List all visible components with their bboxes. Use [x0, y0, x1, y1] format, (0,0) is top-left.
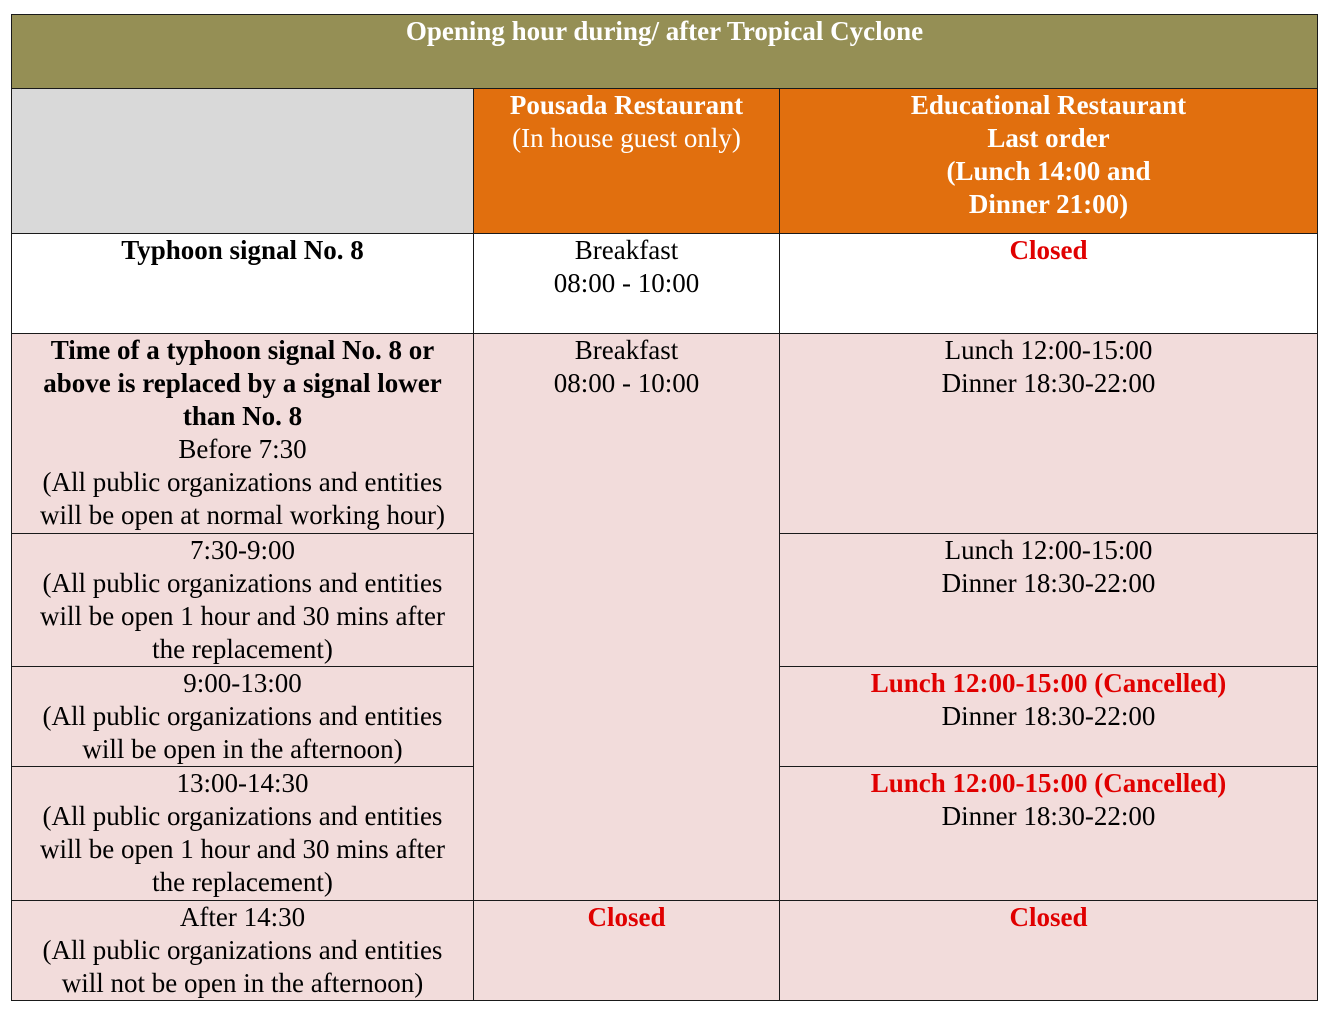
- pousada-cell: [474, 234, 780, 334]
- educational-name: Educational Restaurant: [910, 90, 1187, 120]
- condition-note-line: (All public organizations and entities: [42, 935, 443, 965]
- educational-dinner: Dinner 18:30-22:00: [941, 701, 1156, 731]
- page-title: Opening hour during/ after Tropical Cyclone: [12, 15, 1318, 89]
- opening-hours-table: [11, 14, 1318, 1001]
- condition-time: 7:30-9:00: [190, 535, 295, 565]
- condition-note-line: will be open at normal working hour): [40, 500, 445, 530]
- pousada-note: (In house guest only): [512, 123, 741, 153]
- condition-note-line: the replacement): [152, 867, 333, 897]
- condition-note-line: (All public organizations and entities: [42, 701, 443, 731]
- educational-cell: [780, 234, 1318, 334]
- header-row: [12, 89, 1318, 234]
- educational-lunch-cancelled: Lunch 12:00-15:00 (Cancelled): [870, 768, 1227, 798]
- condition-title-line: than No. 8: [182, 401, 303, 431]
- condition-cell: [12, 667, 474, 767]
- condition-note-line: will be open 1 hour and 30 mins after: [40, 601, 445, 631]
- educational-lunch-cancelled: Lunch 12:00-15:00 (Cancelled): [870, 668, 1227, 698]
- educational-cell: [780, 901, 1318, 1001]
- educational-lunch: Lunch 12:00-15:00: [944, 535, 1153, 565]
- educational-dinner: Dinner 18:30-22:00: [941, 568, 1156, 598]
- condition-cell: [12, 767, 474, 901]
- educational-cell: [780, 767, 1318, 901]
- header-blank-cell: [12, 89, 474, 234]
- condition-cell: [12, 901, 474, 1001]
- condition-time: 13:00-14:30: [176, 768, 309, 798]
- header-educational: [780, 89, 1318, 234]
- pousada-name: Pousada Restaurant: [509, 90, 744, 120]
- pousada-meal: Breakfast: [574, 335, 679, 365]
- condition-note-line: (All public organizations and entities: [42, 801, 443, 831]
- educational-last-order: Last order: [987, 123, 1110, 153]
- educational-dinner: Dinner 18:30-22:00: [941, 368, 1156, 398]
- condition-note-line: will not be open in the afternoon): [61, 968, 424, 998]
- condition-note-line: (All public organizations and entities: [42, 467, 443, 497]
- condition-title-line: Time of a typhoon signal No. 8 or: [50, 335, 435, 365]
- condition-time: Before 7:30: [178, 434, 307, 464]
- condition-note-line: (All public organizations and entities: [42, 568, 443, 598]
- pousada-time: 08:00 - 10:00: [553, 268, 700, 298]
- educational-status: Closed: [1009, 235, 1088, 265]
- educational-cell: [780, 667, 1318, 767]
- pousada-cell: [474, 901, 780, 1001]
- condition-cell: [12, 234, 474, 334]
- condition-label: Typhoon signal No. 8: [121, 235, 364, 265]
- pousada-status: Closed: [587, 902, 666, 932]
- educational-cell: [780, 334, 1318, 534]
- educational-cell: [780, 534, 1318, 667]
- educational-status: Closed: [1009, 902, 1088, 932]
- educational-dinner-last: Dinner 21:00): [968, 189, 1129, 219]
- header-pousada: [474, 89, 780, 234]
- table-row: [12, 334, 1318, 534]
- condition-title-line: above is replaced by a signal lower: [43, 368, 442, 398]
- pousada-time: 08:00 - 10:00: [553, 368, 700, 398]
- condition-time: After 14:30: [179, 902, 306, 932]
- condition-cell: [12, 334, 474, 534]
- educational-lunch-last: (Lunch 14:00 and: [946, 156, 1151, 186]
- table-row: [12, 901, 1318, 1001]
- condition-note-line: the replacement): [152, 634, 333, 664]
- condition-note-line: will be open 1 hour and 30 mins after: [40, 834, 445, 864]
- condition-note-line: will be open in the afternoon): [82, 734, 403, 764]
- table-row: [12, 234, 1318, 334]
- pousada-merged-cell: [474, 334, 780, 901]
- condition-time: 9:00-13:00: [183, 668, 302, 698]
- educational-lunch: Lunch 12:00-15:00: [944, 335, 1153, 365]
- condition-cell: [12, 534, 474, 667]
- pousada-meal: Breakfast: [574, 235, 679, 265]
- title-row: [12, 15, 1318, 89]
- educational-dinner: Dinner 18:30-22:00: [941, 801, 1156, 831]
